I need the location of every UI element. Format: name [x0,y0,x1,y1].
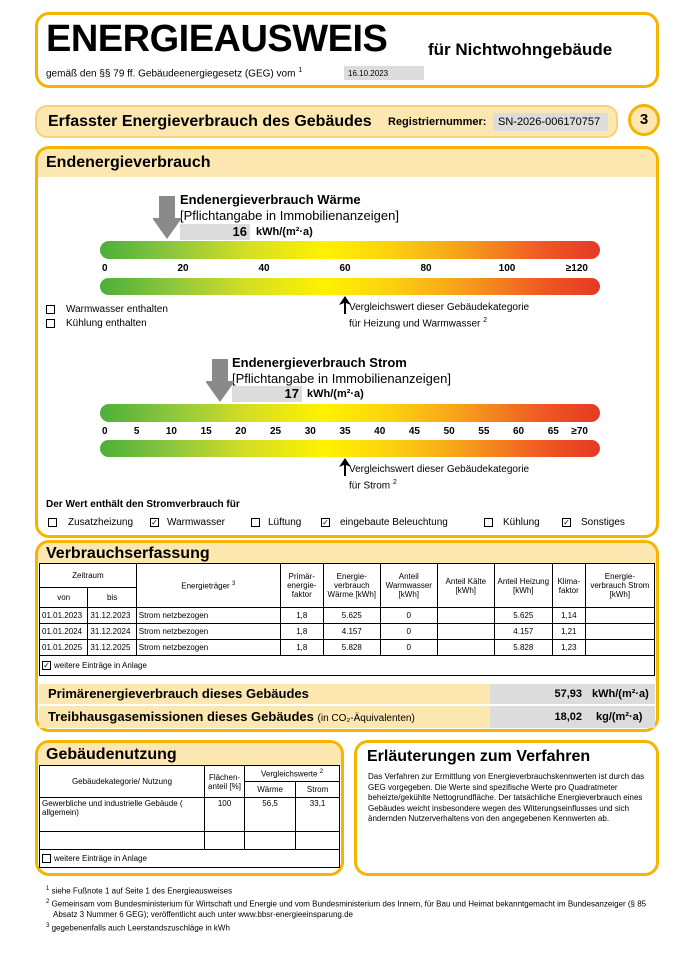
col-heizung: Anteil Heizung [kWh] [494,564,552,608]
cell: 0 [380,608,437,624]
waerme-compare-line1: Vergleichswert dieser Gebäudekategorie [349,302,530,313]
law-text: gemäß den §§ 79 ff. Gebäudeenergiegesetz (GEG) vom [46,68,296,80]
waerme-compare-line2 [349,314,529,330]
cell [205,832,245,850]
cell: Strom netzbezogen [136,640,280,656]
thg-value: 18,02 [554,711,582,723]
cell: 33,1 [296,798,340,832]
cell [437,640,494,656]
primaer-unit: kWh/(m²·a) [592,688,649,700]
strom-tick-label: 40 [374,426,386,437]
strom-compare-line2-text: für Strom [349,480,391,492]
footnote-1-num: 1 [46,886,50,892]
include-zusatzheizung [48,517,133,528]
strom-tick-label: 10 [165,426,177,437]
table-row [40,798,340,832]
cell: Strom netzbezogen [136,608,280,624]
col-klima: Klima-faktor [552,564,585,608]
nutzung-more-row [40,850,340,868]
footnote-3-text: gegebenenfalls auch Leerstandszuschläge in kWh [51,923,230,933]
thg-label-small: (in CO₂-Äquivalenten) [317,713,415,724]
primaer-label: Primärenergieverbrauch dieses Gebäudes [48,686,309,701]
erlaeuterung-text: Das Verfahren zur Ermittlung von Energieverbrauchskennwerten ist durch das GEG vorgegeben. Die Werte sind spezifische Werte pro Quadratmeter beheizte/gekühlte Nettogrundfläche. Der tatsächliche Energieverbrauch eines Gebäudes weicht insbesondere wegen des Witterungseinflusses und sich ändernden Nutzerverhaltens von den angegebenen Kennwerten ab. [368,772,645,823]
col-vgl-strom: Strom [296,782,340,798]
erlaeuterung-heading: Erläuterungen zum Verfahren [367,748,591,765]
footnote-1 [46,884,656,897]
col-strom: Energie-verbrauch Strom [kWh] [585,564,654,608]
cell [245,832,296,850]
cell: 56,5 [245,798,296,832]
cell [585,624,654,640]
waerme-compare-line2-text: für Heizung und Warmwasser [349,318,481,330]
nutzung-heading: Gebäudenutzung [46,746,177,763]
check-kuehlung [46,318,147,329]
verbrauch-table [39,563,655,676]
strom-value-arrow-icon [206,359,236,403]
cell: 1,23 [552,640,585,656]
cell: 5.625 [323,608,380,624]
waerme-tick-label: 40 [258,263,270,274]
col-kategorie: Gebäudekategorie/ Nutzung [40,766,205,798]
verbrauch-more-checkbox[interactable]: ✓ [43,661,50,671]
waerme-tick-label: 100 [498,263,516,274]
waerme-tick-label: ≥120 [565,263,588,274]
col-von: von [40,588,88,608]
waerme-title: Endenergieverbrauch Wärme [180,192,361,207]
strom-value: 17 [284,386,299,401]
cell: 31.12.2024 [88,624,136,640]
waerme-value-arrow-icon [153,196,183,240]
col-vergleich-text: Vergleichswerte [260,769,318,779]
waerme-scale-bar-top [100,241,600,259]
cell: 1,8 [280,608,323,624]
cell: 0 [380,640,437,656]
waerme-value: 16 [232,224,247,239]
strom-tick-label: 65 [547,426,559,437]
cell: 31.12.2023 [88,608,136,624]
table-row [40,832,340,850]
waerme-tick-label: 0 [102,263,108,274]
col-traeger [136,564,280,608]
strom-compare-sup: 2 [392,479,397,486]
include-beleuchtung-box[interactable]: ✓ [322,517,329,527]
cell: 1,8 [280,640,323,656]
footnote-2-num: 2 [46,899,50,906]
cell: 0 [380,624,437,640]
cell [40,832,205,850]
col-vergleich-sup: 2 [319,768,324,775]
waerme-compare-text [349,301,529,330]
strom-subtitle: [Pflichtangabe in Immobilienanzeigen] [232,371,451,386]
col-primaer: Primär-energie-faktor [280,564,323,608]
table-row [40,624,655,640]
table-row [40,608,655,624]
include-warmwasser [150,517,225,528]
include-sonstiges [562,517,625,528]
cell: 31.12.2025 [88,640,136,656]
strom-unit: kWh/(m²·a) [307,388,364,400]
doc-title: ENERGIEAUSWEIS [46,18,388,60]
strom-tick-label: 35 [339,426,351,437]
doc-subtitle: für Nichtwohngebäude [428,40,613,59]
strom-tick-label: 45 [408,426,420,437]
cell: 5.828 [323,640,380,656]
cell: 1,21 [552,624,585,640]
thg-label-group [48,709,415,724]
include-kuehlung-label: Kühlung [503,517,540,528]
check-kuehlung-box[interactable] [46,319,55,328]
issue-date: 16.10.2023 [344,66,424,80]
waerme-tick-label: 20 [177,263,189,274]
include-warmwasser-box[interactable]: ✓ [151,517,158,527]
include-beleuchtung [321,517,448,528]
strom-compare-text [349,463,529,492]
include-lueftung [251,517,301,528]
cell: 5.828 [494,640,552,656]
endenergie-heading: Endenergieverbrauch [46,154,211,171]
cell: 4.157 [323,624,380,640]
verbrauch-more-row [40,656,655,676]
footnote-2 [46,897,656,921]
include-kuehlung-box[interactable] [484,518,493,527]
waerme-scale-bar-bottom [100,278,600,295]
strom-tick-label: 15 [200,426,212,437]
strom-tick-label: 0 [102,426,108,437]
strom-tick-labels [0,426,681,440]
nutzung-more-label: weitere Einträge in Anlage [54,853,147,863]
check-warmwasser [46,304,168,315]
footnote-1-text: siehe Fußnote 1 auf Seite 1 des Energieausweises [51,886,233,896]
law-sup: 1 [298,67,303,74]
include-zusatzheizung-label: Zusatzheizung [68,517,134,528]
cell [296,832,340,850]
check-kuehlung-label: Kühlung enthalten [66,318,147,329]
verbrauch-more-label: weitere Einträge in Anlage [54,660,147,670]
cell [437,624,494,640]
footnote-3 [46,921,656,934]
cell: 01.01.2024 [40,624,88,640]
thg-unit: kg/(m²·a) [596,711,643,723]
section-title: Erfasster Energieverbrauch des Gebäudes [48,113,372,130]
col-flaeche: Flächen-anteil [%] [205,766,245,798]
waerme-tick-labels [0,263,681,277]
check-warmwasser-label: Warmwasser enthalten [66,304,168,315]
check-warmwasser-box[interactable] [46,305,55,314]
cell: 01.01.2025 [40,640,88,656]
reg-value: SN-2026-006170757 [493,113,608,131]
strom-tick-label: 5 [133,426,140,437]
include-warmwasser-label: Warmwasser [167,517,225,528]
cell: 100 [205,798,245,832]
cell: 1,8 [280,624,323,640]
strom-tick-label: 50 [443,426,455,437]
waerme-compare-sup: 2 [483,317,488,324]
cell [585,608,654,624]
cell: Strom netzbezogen [136,624,280,640]
waerme-tick-label: 80 [420,263,432,274]
cell: 4.157 [494,624,552,640]
include-beleuchtung-label: eingebaute Beleuchtung [340,517,448,528]
col-kaelte: Anteil Kälte [kWh] [437,564,494,608]
include-lueftung-box[interactable] [251,518,260,527]
strom-tick-label: 55 [478,426,490,437]
primaer-value: 57,93 [554,688,582,700]
page-number-badge [628,104,660,136]
col-traeger-sup: 3 [231,580,236,587]
verbrauch-heading: Verbrauchserfassung [46,545,210,562]
include-zusatzheizung-box[interactable] [48,518,57,527]
strom-title: Endenergieverbrauch Strom [232,355,407,370]
strom-scale-bar-top [100,404,600,422]
reg-label: Registriernummer: [388,116,487,128]
col-vergleich [245,766,340,782]
nutzung-table [39,765,340,868]
table-row [40,640,655,656]
cell: 5.625 [494,608,552,624]
strom-tick-label: 60 [513,426,525,437]
include-sonstiges-box[interactable]: ✓ [563,517,570,527]
strom-tick-label: 25 [270,426,282,437]
include-lueftung-label: Lüftung [268,517,302,528]
strom-compare-line1: Vergleichswert dieser Gebäudekategorie [349,464,530,475]
law-line [46,67,302,79]
page-number: 3 [639,111,649,128]
strom-tick-label: ≥70 [571,426,588,437]
strom-tick-label: 30 [304,426,316,437]
footnote-3-num: 3 [46,922,50,929]
waerme-subtitle: [Pflichtangabe in Immobilienanzeigen] [180,208,399,223]
col-zeitraum: Zeitraum [40,564,137,588]
strom-compare-line2 [349,476,529,492]
cell [585,640,654,656]
strom-scale-bar-bottom [100,440,600,457]
includes-heading: Der Wert enthält den Stromverbrauch für [46,499,240,510]
waerme-tick-label: 60 [339,263,351,274]
include-kuehlung [484,517,540,528]
footnote-2-text: Gemeinsam vom Bundesministerium für Wirtschaft und Energie und vom Bundesministerium des Innern, für Bau und Heimat bekanntgemacht im Bundesanzeiger (§ 85 Absatz 3 Nummer 6 GEG); veröffentlicht auch unter www.bbsr-energieeinsparung.de [51,899,647,920]
cell: 1,14 [552,608,585,624]
col-waerme: Energie-verbrauch Wärme [kWh] [323,564,380,608]
col-traeger-text: Energieträger [181,581,230,591]
cell: 01.01.2023 [40,608,88,624]
waerme-unit: kWh/(m²·a) [256,226,313,238]
col-vgl-waerme: Wärme [245,782,296,798]
col-warmwasser: Anteil Warmwasser [kWh] [380,564,437,608]
thg-label: Treibhausgasemissionen dieses Gebäudes [48,709,314,724]
col-bis: bis [88,588,136,608]
include-sonstiges-label: Sonstiges [581,517,625,528]
cell [437,608,494,624]
nutzung-more-checkbox[interactable] [42,854,51,863]
strom-tick-label: 20 [235,426,247,437]
cell: Gewerbliche und industrielle Gebäude ( allgemein) [40,798,205,832]
footnotes [46,884,656,934]
